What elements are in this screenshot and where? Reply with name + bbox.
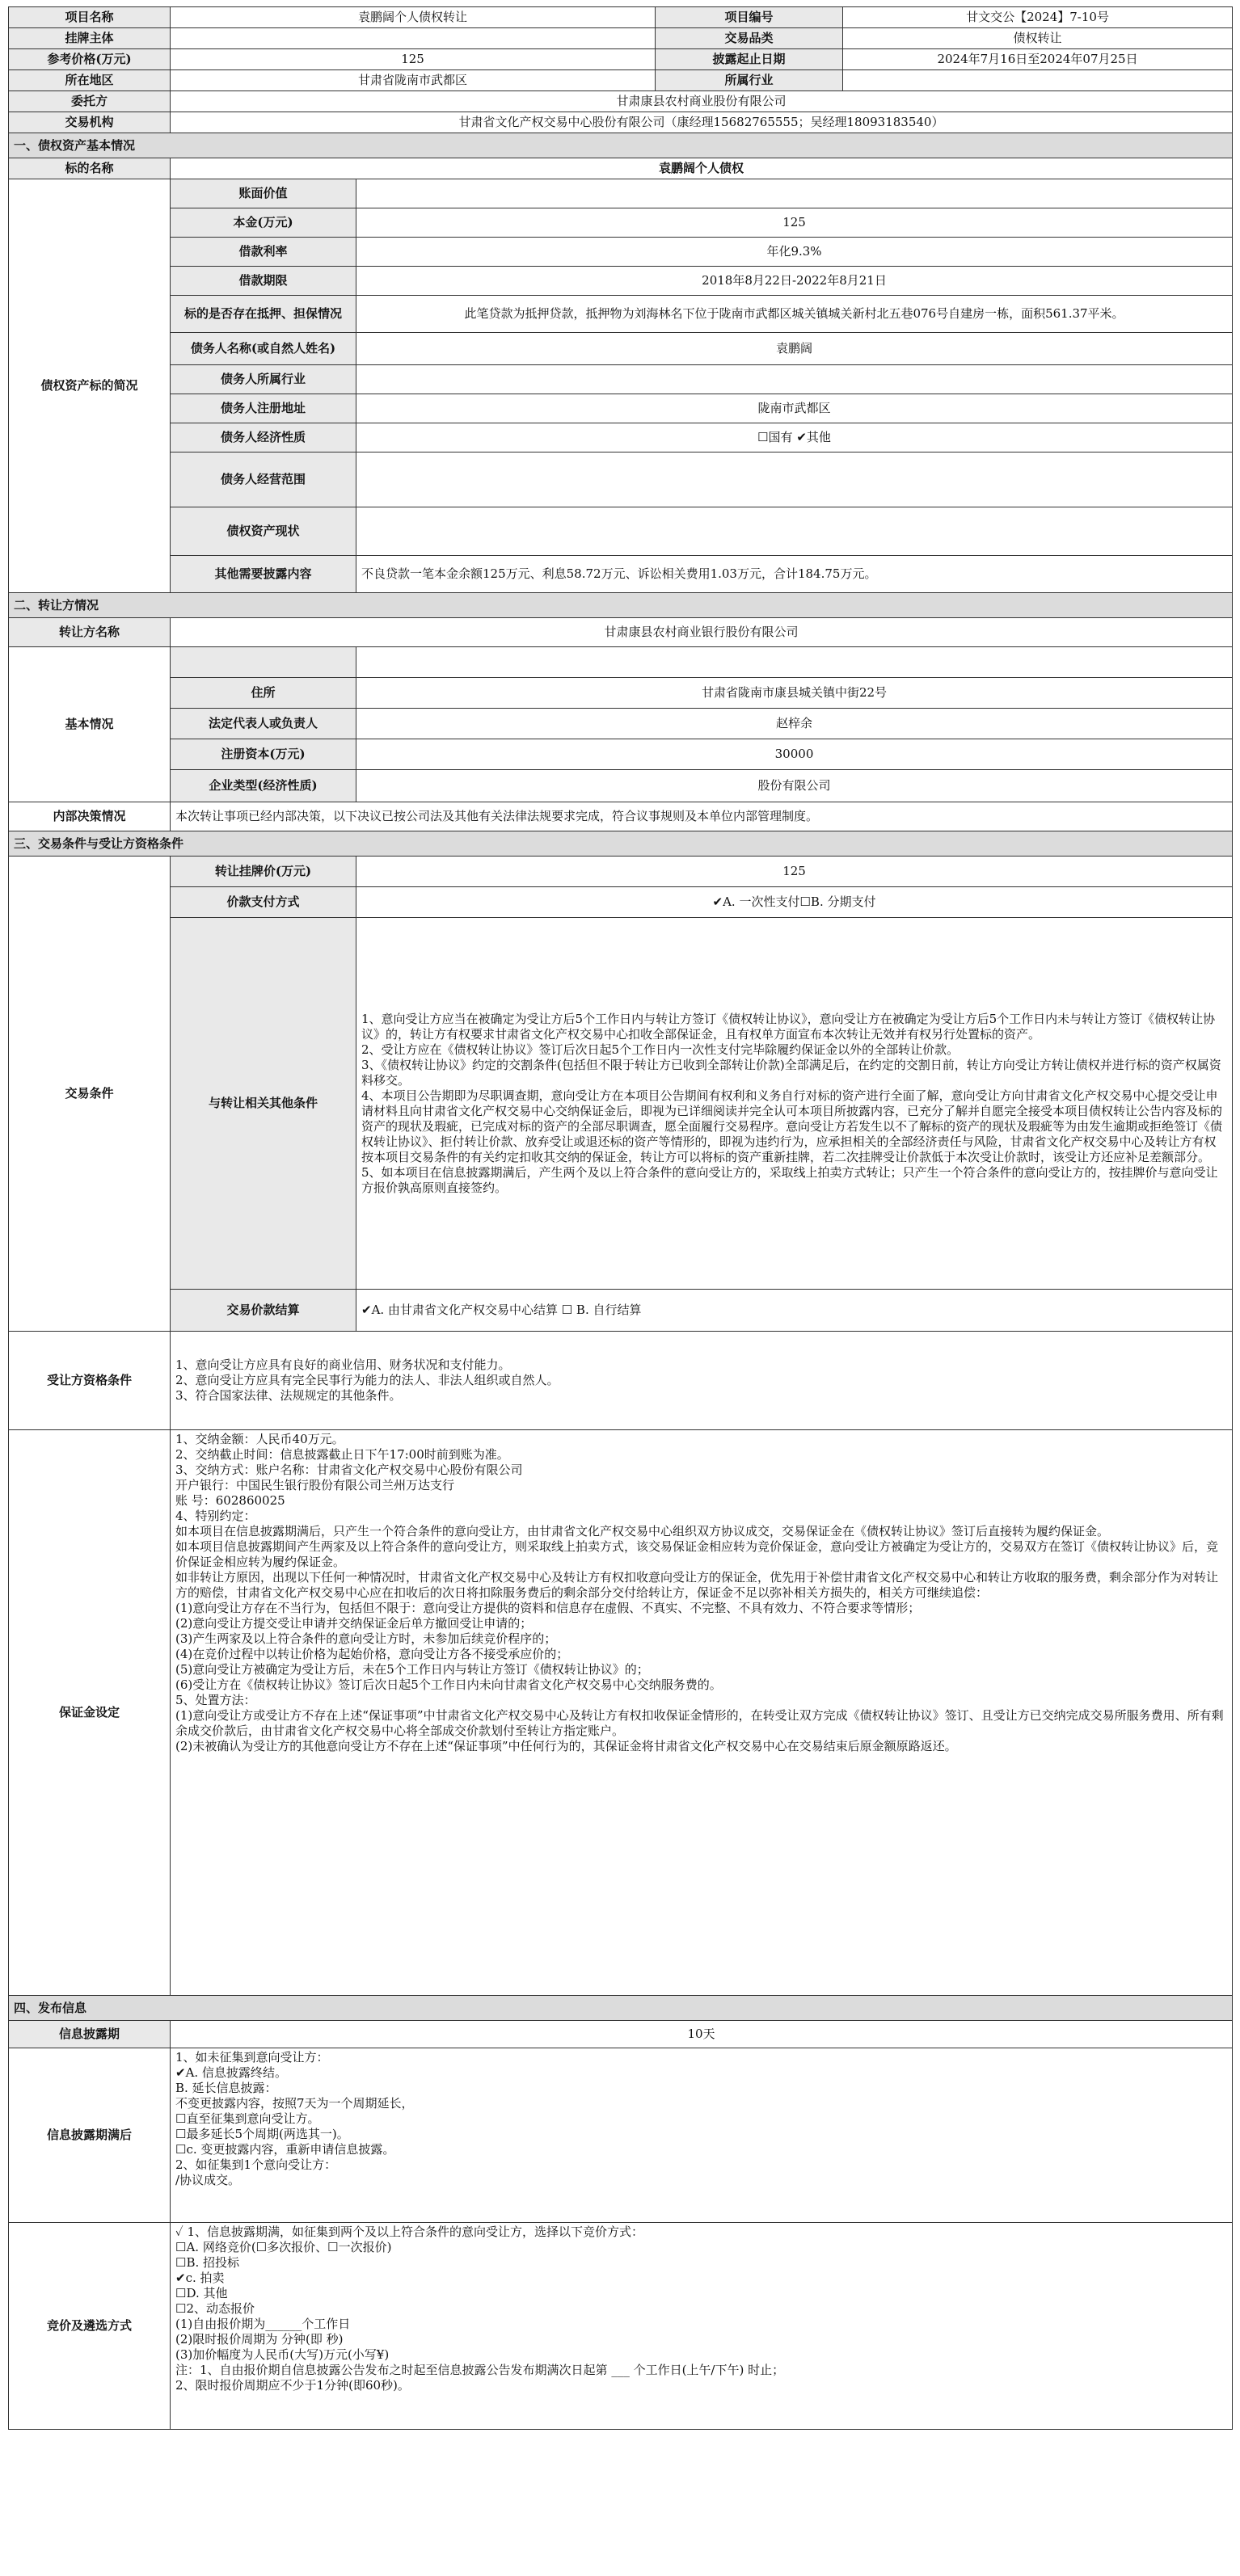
region-label: 所在地区 bbox=[9, 70, 171, 91]
header-row-6 bbox=[9, 112, 1233, 133]
s1-row-label: 借款利率 bbox=[171, 238, 356, 267]
s2-blank-label bbox=[171, 647, 356, 678]
deposit-line: 3、交纳方式：账户名称：甘肃省文化产权交易中心股份有限公司 bbox=[175, 1463, 523, 1477]
s1-row-label: 其他需要披露内容 bbox=[171, 556, 356, 593]
other-conditions bbox=[356, 918, 1233, 1290]
settle-value: ✔A. 由甘肃省文化产权交易中心结算 ☐ B. 自行结算 bbox=[356, 1290, 1233, 1332]
decision-text: 本次转让事项已经内部决策，以下决议已按公司法及其他有关法律法规要求完成，符合议事规则及本单位内部管理制度。 bbox=[171, 802, 1233, 831]
section-4-title-row bbox=[9, 1996, 1233, 2021]
s2-row-1 bbox=[9, 709, 1233, 739]
deposit-line: 如本项目在信息披露期满后，只产生一个符合条件的意向受让方，由甘肃省文化产权交易中心组织双方协议成交，交易保证金在《债权转让协议》签订后直接转为履约保证金。 bbox=[175, 1524, 1110, 1538]
subject-row bbox=[9, 158, 1233, 179]
agency-label: 交易机构 bbox=[9, 112, 171, 133]
bidding-line: ☐2、动态报价 bbox=[175, 2301, 255, 2316]
bidding-line: 2、限时报价周期应不少于1分钟(即60秒)。 bbox=[175, 2378, 410, 2393]
category-label: 交易品类 bbox=[656, 28, 843, 49]
bidding-line: (2)限时报价周期为 分钟(即 秒) bbox=[175, 2332, 344, 2347]
other-condition-line: 1、意向受让方应当在被确定为受让方后5个工作日内与转让方签订《债权转让协议》，意向受让方在被确定为受让方后5个工作日内未与转让方签订《债权转让协议》的，转让方有权要求甘肃省文化产权交易中心扣收全部保证金，且有权单方面宣布本次转让无效并有权另行处置标的资产。 bbox=[361, 1011, 1216, 1042]
s1-row-label: 债权资产现状 bbox=[171, 507, 356, 556]
s1-row-6 bbox=[9, 365, 1233, 394]
section-1-title-row bbox=[9, 133, 1233, 158]
s1-row-label: 债务人名称(或自然人姓名) bbox=[171, 333, 356, 365]
s3-group-label: 交易条件 bbox=[9, 857, 171, 1332]
disclosure-period: 10天 bbox=[171, 2021, 1233, 2048]
disclosure-period-label: 信息披露期 bbox=[9, 2021, 171, 2048]
after-disclosure-line: 不变更披露内容，按照7天为一个周期延长， bbox=[175, 2096, 414, 2111]
s2-basic-label: 基本情况 bbox=[9, 647, 171, 802]
project-no: 甘文交公【2024】7-10号 bbox=[843, 7, 1233, 28]
s1-row-value: ☐国有 ✔其他 bbox=[356, 423, 1233, 452]
deposit-line: (1)意向受让方存在不当行为，包括但不限于：意向受让方提供的资料和信息存在虚假、不真实、不完整、不具有效力、不符合要求等情形； bbox=[175, 1601, 921, 1615]
after-disclosure-label: 信息披露期满后 bbox=[9, 2048, 171, 2223]
deposit-line: 如本项目信息披露期间产生两家及以上符合条件的意向受让方，则采取线上拍卖方式，该交易保证金相应转为竞价保证金，意向受让方被确定为受让方的，交易双方在签订《债权转让协议》后，竞价保证金相应转为履约保证金。 bbox=[175, 1539, 1219, 1569]
after-disclosure-line: ☐直至征集到意向受让方。 bbox=[175, 2111, 320, 2126]
deposit-line: (5)意向受让方被确定为受让方后，未在5个工作日内与转让方签订《债权转让协议》的； bbox=[175, 1662, 649, 1677]
s1-row-label: 债务人所属行业 bbox=[171, 365, 356, 394]
s1-row-value: 袁鹏阔 bbox=[356, 333, 1233, 365]
decision-label: 内部决策情况 bbox=[9, 802, 171, 831]
bidding-line: ☐B. 招投标 bbox=[175, 2255, 240, 2270]
project-name: 袁鹏阔个人债权转让 bbox=[171, 7, 656, 28]
s1-row-value bbox=[356, 179, 1233, 208]
deposit-line: (6)受让方在《债权转让协议》签订后次日起5个工作日内未向甘肃省文化产权交易中心交纳服务费的。 bbox=[175, 1677, 722, 1692]
disclosure-period-row bbox=[9, 2021, 1233, 2048]
s1-row-4 bbox=[9, 296, 1233, 333]
s2-row-2 bbox=[9, 739, 1233, 770]
deposit-line: (2)意向受让方提交受让申请并交纳保证金后单方撤回受让申请的； bbox=[175, 1616, 533, 1631]
qualification-line: 2、意向受让方应具有完全民事行为能力的法人、非法人组织或自然人。 bbox=[175, 1373, 559, 1387]
deposit-line: (1)意向受让方或受让方不存在上述“保证事项”中甘肃省文化产权交易中心及转让方有权扣收保证金情形的，在转受让双方完成《债权转让协议》签订、且受让方已交纳完成交易所服务费用、所有剩余成交价款后，由甘肃省文化产权交易中心将全部成交价款划付至转让方指定账户。 bbox=[175, 1708, 1224, 1738]
transferor-name: 甘肃康县农村商业银行股份有限公司 bbox=[171, 618, 1233, 647]
section-4-title: 四、发布信息 bbox=[9, 1996, 1233, 2021]
deposit-line: (2)未被确认为受让方的其他意向受让方不存在上述“保证事项”中任何行为的，其保证金将甘肃省文化产权交易中心在交易结束后原金额原路返还。 bbox=[175, 1739, 957, 1753]
qualification-line: 1、意向受让方应具有良好的商业信用、财务状况和支付能力。 bbox=[175, 1357, 511, 1372]
s2-blank-row bbox=[9, 647, 1233, 678]
bidding-line: ☐D. 其他 bbox=[175, 2286, 228, 2300]
s2-row-label: 企业类型(经济性质) bbox=[171, 770, 356, 802]
header-row-4 bbox=[9, 70, 1233, 91]
s1-row-label: 本金(万元) bbox=[171, 208, 356, 238]
s1-row-label: 账面价值 bbox=[171, 179, 356, 208]
s2-row-value: 30000 bbox=[356, 739, 1233, 770]
s2-row-0 bbox=[9, 678, 1233, 709]
s1-row-label: 债务人经济性质 bbox=[171, 423, 356, 452]
other-condition-line: 5、如本项目在信息披露期满后，产生两个及以上符合条件的意向受让方的，采取线上拍卖方式转让；只产生一个符合条件的意向受让方的，按挂牌价与意向受让方报价孰高原则直接签约。 bbox=[361, 1164, 1218, 1195]
deposit-line: (3)产生两家及以上符合条件的意向受让方时，未参加后续竞价程序的； bbox=[175, 1631, 557, 1646]
s1-row-value: 2018年8月22日-2022年8月21日 bbox=[356, 267, 1233, 296]
deposit-label: 保证金设定 bbox=[9, 1430, 171, 1996]
s1-row-value: 年化9.3% bbox=[356, 238, 1233, 267]
transferor-name-row bbox=[9, 618, 1233, 647]
after-disclosure-line: ☐c. 变更披露内容，重新申请信息披露。 bbox=[175, 2142, 395, 2157]
other-condition-line: 4、本项目公告期即为尽职调查期，意向受让方在本项目公告期间有权利和义务自行对标的资产进行全面了解，意向受让方向甘肃省文化产权交易中心提交受让申请材料且向甘肃省文化产权交易中心交纳保证金后，即视为已详细阅读并完全认可本项目所披露内容，已充分了解并自愿完全接受本项目债权转让公告内容及标的资产的现状及瑕疵，已完成对标的资产的全部尽职调查，愿全面履行交易程序。意向受让方若发生以不了解标的资产的现状及瑕疵等为由发生逾期或拒绝签订《债权转让协议》、拒付转让价款、放弃受让或退还标的资产等情形的，即视为违约行为，应承担相关的全部经济责任与风险，甘肃省文化产权交易中心及转让方有权按本项目交易条件的有关约定扣收其交纳的保证金，转让方可以将标的资产重新挂牌，若二次挂牌受让价款低于本次受让价款时，该受让方还应补足差额部分。 bbox=[361, 1088, 1223, 1164]
deposit-line: 1、交纳金额：人民币40万元。 bbox=[175, 1432, 344, 1446]
s1-row-0 bbox=[9, 179, 1233, 208]
bidding-line: (3)加价幅度为人民币(大写)万元(小写¥) bbox=[175, 2347, 390, 2362]
bidding-label: 竞价及遴选方式 bbox=[9, 2223, 171, 2430]
agency: 甘肃省文化产权交易中心股份有限公司（康经理15682765555；吴经理18093183540） bbox=[171, 112, 1233, 133]
period-label: 披露起止日期 bbox=[656, 49, 843, 70]
deposit-line: 账 号：602860025 bbox=[175, 1493, 285, 1508]
s2-row-label: 注册资本(万元) bbox=[171, 739, 356, 770]
after-disclosure-line: 2、如征集到1个意向受让方： bbox=[175, 2157, 337, 2172]
s2-row-label: 住所 bbox=[171, 678, 356, 709]
deposit-row bbox=[9, 1430, 1233, 1996]
header-row-2 bbox=[9, 28, 1233, 49]
s2-row-value: 赵梓余 bbox=[356, 709, 1233, 739]
s1-row-3 bbox=[9, 267, 1233, 296]
pay-row bbox=[9, 887, 1233, 918]
subject-label: 标的名称 bbox=[9, 158, 171, 179]
settle-row bbox=[9, 1290, 1233, 1332]
qualification-row bbox=[9, 1332, 1233, 1430]
period: 2024年7月16日至2024年07月25日 bbox=[843, 49, 1233, 70]
s1-row-label: 标的是否存在抵押、担保情况 bbox=[171, 296, 356, 333]
region: 甘肃省陇南市武都区 bbox=[171, 70, 656, 91]
project-no-label: 项目编号 bbox=[656, 7, 843, 28]
s1-row-2 bbox=[9, 238, 1233, 267]
principal: 甘肃康县农村商业股份有限公司 bbox=[171, 91, 1233, 112]
after-disclosure-row bbox=[9, 2048, 1233, 2223]
deposit-line: (4)在竞价过程中以转让价格为起始价格，意向受让方各不接受承应价的； bbox=[175, 1647, 569, 1661]
s1-row-8 bbox=[9, 423, 1233, 452]
deposit-line: 开户银行：中国民生银行股份有限公司兰州万达支行 bbox=[175, 1478, 455, 1492]
pay-label: 价款支付方式 bbox=[171, 887, 356, 918]
other-condition-line: 2、受让方应在《债权转让协议》签订后次日起5个工作日内一次性支付完毕除履约保证金以外的全部转让价款。 bbox=[361, 1042, 960, 1057]
subject-value: 袁鹏阔个人债权 bbox=[171, 158, 1233, 179]
transferor-name-label: 转让方名称 bbox=[9, 618, 171, 647]
header-row-5 bbox=[9, 91, 1233, 112]
s1-row-10 bbox=[9, 507, 1233, 556]
lister bbox=[171, 28, 656, 49]
s1-row-value bbox=[356, 452, 1233, 507]
price-label: 转让挂牌价(万元) bbox=[171, 857, 356, 887]
pay-value: ✔A. 一次性支付☐B. 分期支付 bbox=[356, 887, 1233, 918]
project-name-label: 项目名称 bbox=[9, 7, 171, 28]
decision-row bbox=[9, 802, 1233, 831]
qualification-text bbox=[171, 1332, 1233, 1430]
s2-row-label: 法定代表人或负责人 bbox=[171, 709, 356, 739]
deposit-text bbox=[171, 1430, 1233, 1996]
header-row-1 bbox=[9, 7, 1233, 28]
ref-price-label: 参考价格(万元) bbox=[9, 49, 171, 70]
price-row bbox=[9, 857, 1233, 887]
s2-row-value: 股份有限公司 bbox=[356, 770, 1233, 802]
other-condition-line: 3、《债权转让协议》约定的交割条件(包括但不限于转让方已收到全部转让价款)全部满足后，在约定的交割日前，转让方向受让方转让债权并进行标的资产权属资料移交。 bbox=[361, 1057, 1221, 1088]
section-3-title: 三、交易条件与受让方资格条件 bbox=[9, 831, 1233, 857]
bidding-text bbox=[171, 2223, 1233, 2430]
other-conditions-row bbox=[9, 918, 1233, 1290]
deposit-line: 4、特别约定： bbox=[175, 1509, 256, 1523]
s1-row-5 bbox=[9, 333, 1233, 365]
ref-price: 125 bbox=[171, 49, 656, 70]
after-disclosure-line: 1、如未征集到意向受让方： bbox=[175, 2050, 329, 2065]
principal-label: 委托方 bbox=[9, 91, 171, 112]
s1-row-7 bbox=[9, 394, 1233, 423]
section-2-title: 二、转让方情况 bbox=[9, 593, 1233, 618]
transfer-info-table bbox=[8, 6, 1233, 2430]
section-1-title: 一、债权资产基本情况 bbox=[9, 133, 1233, 158]
s1-row-value: 125 bbox=[356, 208, 1233, 238]
section-2-title-row bbox=[9, 593, 1233, 618]
bidding-line: ✓ 1、信息披露期满，如征集到两个及以上符合条件的意向受让方，选择以下竞价方式： bbox=[175, 2225, 643, 2239]
after-disclosure-line: ☐最多延长5个周期(两选其一)。 bbox=[175, 2127, 349, 2141]
after-disclosure-line: ✔A. 信息披露终结。 bbox=[175, 2065, 287, 2080]
s1-row-label: 债务人经营范围 bbox=[171, 452, 356, 507]
settle-label: 交易价款结算 bbox=[171, 1290, 356, 1332]
industry-label: 所属行业 bbox=[656, 70, 843, 91]
lister-label: 挂牌主体 bbox=[9, 28, 171, 49]
qualification-label: 受让方资格条件 bbox=[9, 1332, 171, 1430]
header-row-3 bbox=[9, 49, 1233, 70]
category: 债权转让 bbox=[843, 28, 1233, 49]
bidding-line: (1)自由报价期为______个工作日 bbox=[175, 2317, 351, 2331]
deposit-line: 如非转让方原因，出现以下任何一种情况时，甘肃省文化产权交易中心及转让方有权扣收意向受让方的保证金，优先用于补偿甘肃省文化产权交易中心和转让方收取的服务费，剩余部分作为对转让方的赔偿，甘肃省文化产权交易中心应在扣收后的次日将扣除服务费后的剩余部分交付给转让方，保证金不足以弥补相关方损失的，相关方可继续追偿： bbox=[175, 1570, 1219, 1600]
s2-row-3 bbox=[9, 770, 1233, 802]
s1-group-label: 债权资产标的简况 bbox=[9, 179, 171, 593]
after-disclosure-line: /协议成交。 bbox=[175, 2173, 241, 2187]
after-disclosure-line: B. 延长信息披露： bbox=[175, 2081, 277, 2095]
deposit-line: 2、交纳截止时间：信息披露截止日下午17:00时前到账为准。 bbox=[175, 1447, 509, 1462]
other-conditions-label: 与转让相关其他条件 bbox=[171, 918, 356, 1290]
price-value: 125 bbox=[356, 857, 1233, 887]
s2-row-value: 甘肃省陇南市康县城关镇中街22号 bbox=[356, 678, 1233, 709]
s1-row-value: 此笔贷款为抵押贷款，抵押物为刘海林名下位于陇南市武都区城关镇城关新村北五巷076号自建房一栋，面积561.37平米。 bbox=[356, 296, 1233, 333]
after-disclosure-text bbox=[171, 2048, 1233, 2223]
s1-row-value bbox=[356, 365, 1233, 394]
deposit-line: 5、处置方法： bbox=[175, 1693, 256, 1707]
bidding-row bbox=[9, 2223, 1233, 2430]
s1-row-value: 不良贷款一笔本金余额125万元、利息58.72万元、诉讼相关费用1.03万元，合计184.75万元。 bbox=[356, 556, 1233, 593]
bidding-line: ☐A. 网络竞价(☐多次报价、☐一次报价) bbox=[175, 2240, 392, 2254]
bidding-line: ✔c. 拍卖 bbox=[175, 2271, 225, 2285]
s1-row-9 bbox=[9, 452, 1233, 507]
qualification-line: 3、符合国家法律、法规规定的其他条件。 bbox=[175, 1388, 402, 1403]
industry bbox=[843, 70, 1233, 91]
s2-blank-value bbox=[356, 647, 1233, 678]
s1-row-11 bbox=[9, 556, 1233, 593]
s1-row-label: 借款期限 bbox=[171, 267, 356, 296]
s1-row-value bbox=[356, 507, 1233, 556]
s1-row-label: 债务人注册地址 bbox=[171, 394, 356, 423]
bidding-line: 注：1、自由报价期自信息披露公告发布之时起至信息披露公告发布期满次日起第 ___ 个工作日(上午/下午) 时止； bbox=[175, 2363, 785, 2377]
section-3-title-row bbox=[9, 831, 1233, 857]
s1-row-1 bbox=[9, 208, 1233, 238]
s1-row-value: 陇南市武都区 bbox=[356, 394, 1233, 423]
